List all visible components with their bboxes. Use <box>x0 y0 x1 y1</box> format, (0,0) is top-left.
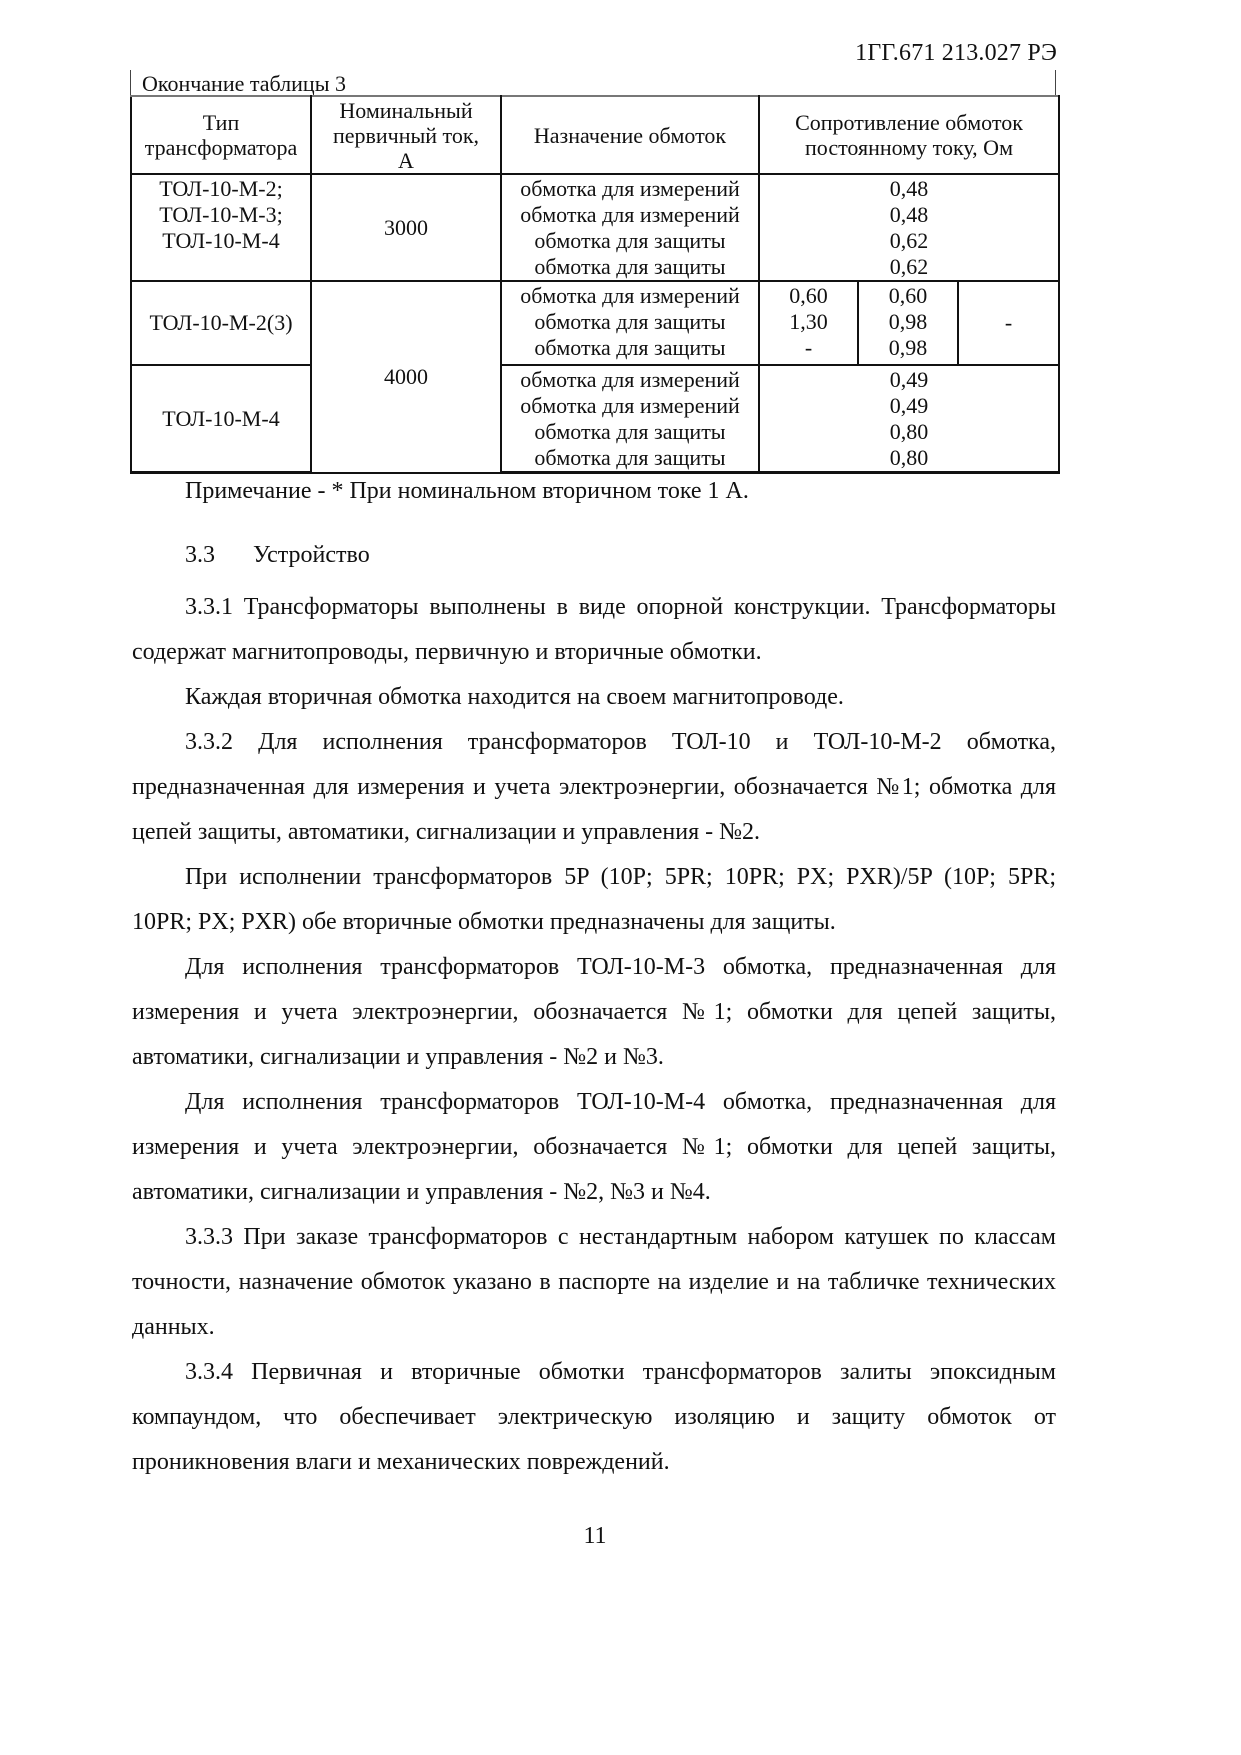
document-code: 1ГГ.671 213.027 РЭ <box>855 40 1057 66</box>
table-row <box>131 174 1059 281</box>
paragraph-tol-10-m-3: Для исполнения трансформаторов ТОЛ-10-М-3 обмотка, предназначенная для измерения и учета электроэнергии, обозначается №1; обмотки для цепей защиты, автоматики, сигнализации и управления - №2 и №3. <box>132 954 1056 1070</box>
winding-resistance-table <box>130 95 1060 474</box>
cell-resistance-sub-3: - <box>958 281 1059 365</box>
table-header-row <box>131 96 1059 174</box>
cell-purpose: обмотка для измерений обмотка для защиты обмотка для защиты <box>501 281 759 365</box>
cell-current: 4000 <box>311 281 501 473</box>
cell-purpose: обмотка для измерений обмотка для измерений обмотка для защиты обмотка для защиты <box>501 365 759 473</box>
cell-resistance-sub-2: 0,60 0,98 0,98 <box>858 281 958 365</box>
cell-current: 3000 <box>311 174 501 281</box>
table-row <box>131 281 1059 365</box>
table-row <box>131 365 1059 473</box>
cell-type: ТОЛ-10-М-4 <box>131 365 311 473</box>
paragraph-tol-10-m-4: Для исполнения трансформаторов ТОЛ-10-М-4 обмотка, предназначенная для измерения и учета электроэнергии, обозначается №1; обмотки для цепей защиты, автоматики, сигнализации и управления - №2, №3 и №4. <box>132 1089 1056 1205</box>
table-note: Примечание - * При номинальном вторичном токе 1 А. <box>185 478 749 504</box>
paragraph-3-3-2: 3.3.2 Для исполнения трансформаторов ТОЛ-10 и ТОЛ-10-М-2 обмотка, предназначенная для измерения и учета электроэнергии, обозначается №1; обмотка для цепей защиты, автоматики, сигнализации и управления - №2. <box>132 729 1056 845</box>
paragraph-5p: При исполнении трансформаторов 5P (10P; 5PR; 10PR; PX; PXR)/5P (10P; 5PR; 10PR; PX; PXR) обе вторичные обмотки предназначены для защиты. <box>132 864 1056 935</box>
paragraph-3-3-1: 3.3.1 Трансформаторы выполнены в виде опорной конструкции. Трансформаторы содержат магнитопроводы, первичную и вторичные обмотки. <box>132 594 1056 665</box>
header-type: Тип трансформатора <box>131 96 311 174</box>
cell-type: ТОЛ-10-М-2; ТОЛ-10-М-3; ТОЛ-10-М-4 <box>131 174 311 281</box>
section-number: 3.3 <box>185 542 215 568</box>
header-purpose: Назначение обмоток <box>501 96 759 174</box>
paragraph-3-3-4: 3.3.4 Первичная и вторичные обмотки трансформаторов залиты эпоксидным компаундом, что обеспечивает электрическую изоляцию и защиту обмоток от проникновения влаги и механических повреждений. <box>132 1359 1056 1475</box>
cell-type: ТОЛ-10-М-2(3) <box>131 281 311 365</box>
section-heading <box>185 542 370 569</box>
paragraph-core: Каждая вторичная обмотка находится на своем магнитопроводе. <box>185 684 844 710</box>
cell-purpose: обмотка для измерений обмотка для измерений обмотка для защиты обмотка для защиты <box>501 174 759 281</box>
section-title: Устройство <box>253 542 370 568</box>
cell-resistance: 0,49 0,49 0,80 0,80 <box>759 365 1059 473</box>
page-number: 11 <box>583 1523 607 1549</box>
header-resistance: Сопротивление обмоток постоянному току, Ом <box>759 96 1059 174</box>
paragraph-3-3-3: 3.3.3 При заказе трансформаторов с нестандартным набором катушек по классам точности, назначение обмоток указано в паспорте на изделие и на табличке технических данных. <box>132 1224 1056 1340</box>
header-current: Номинальный первичный ток, А <box>311 96 501 174</box>
cell-resistance-sub-1: 0,60 1,30 - <box>759 281 858 365</box>
table-caption: Окончание таблицы 3 <box>142 71 346 96</box>
cell-resistance: 0,48 0,48 0,62 0,62 <box>759 174 1059 281</box>
table-caption-frame <box>130 70 1056 95</box>
